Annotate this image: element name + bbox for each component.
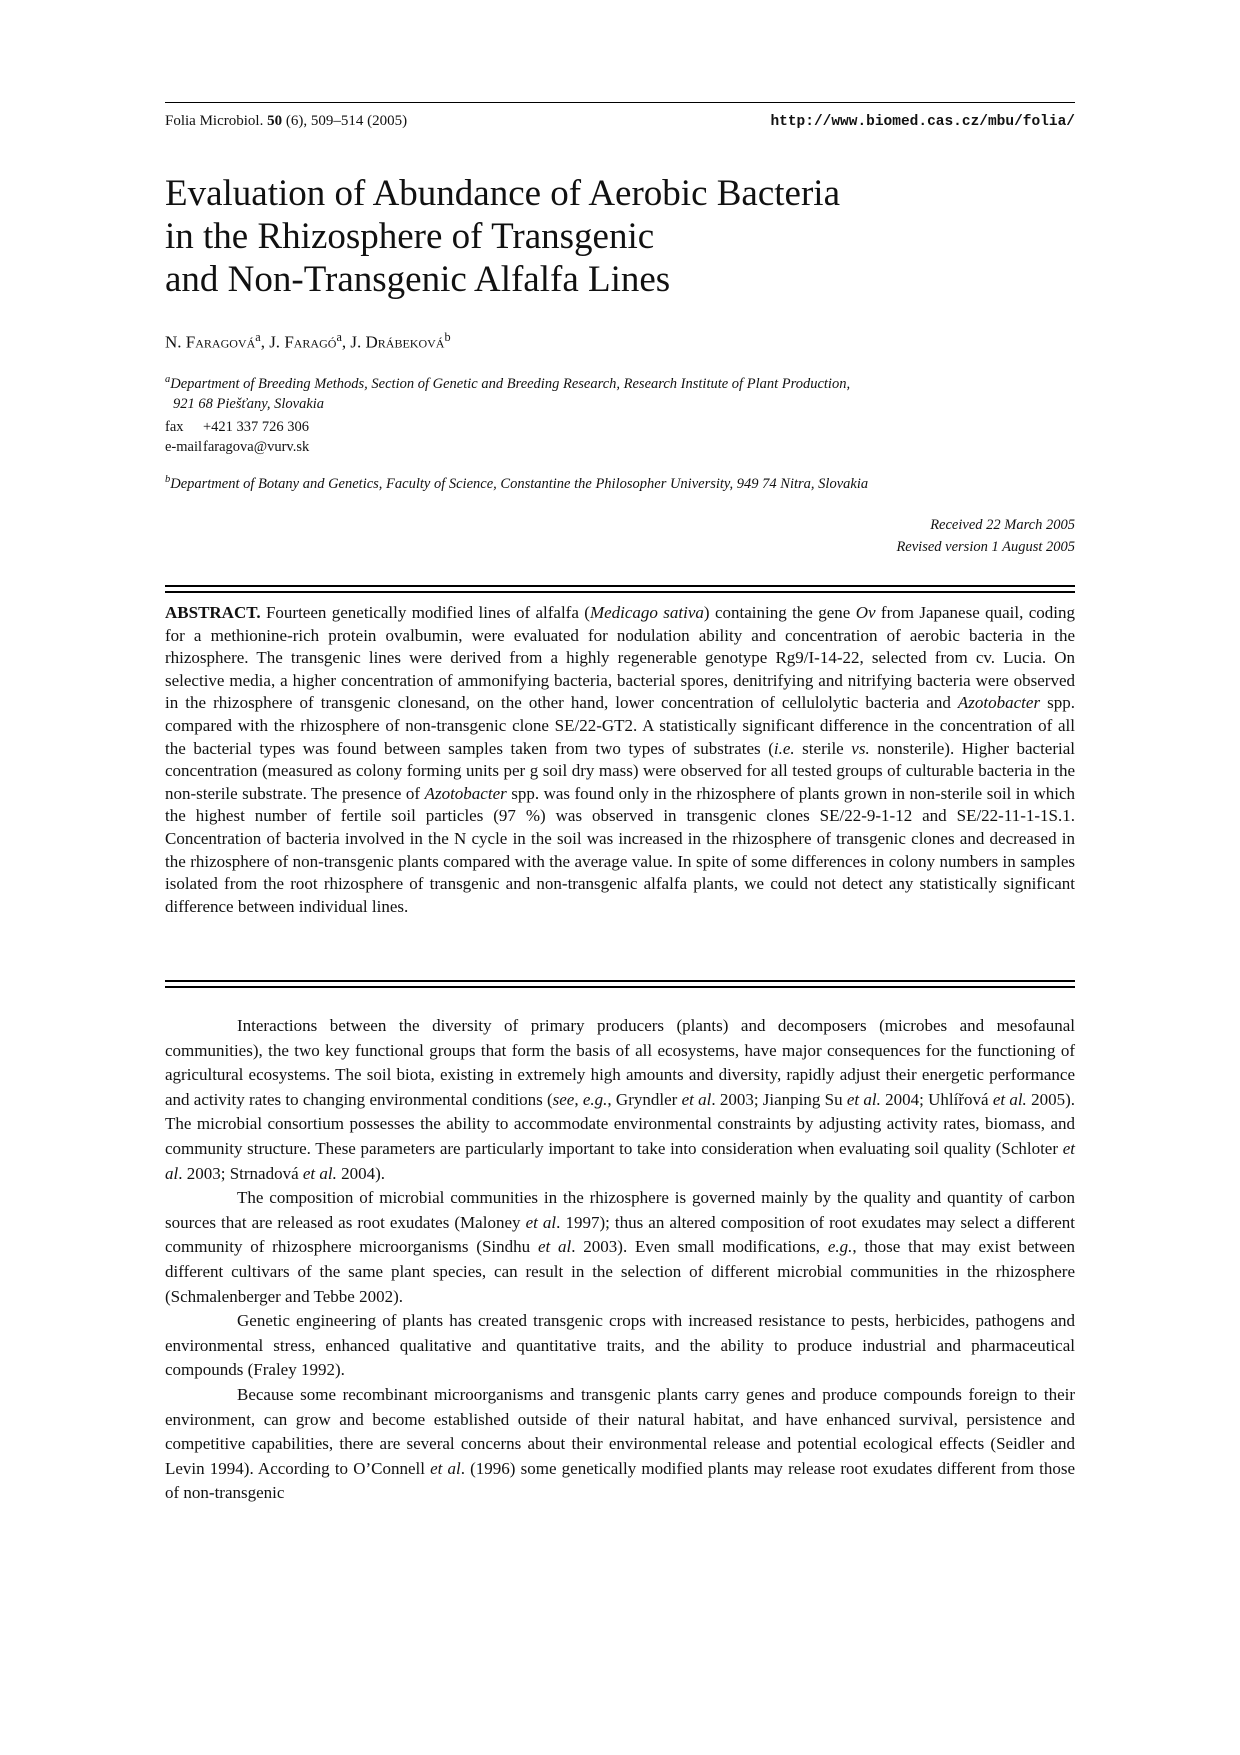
abstract-label: ABSTRACT. — [165, 603, 261, 622]
article-title — [165, 172, 1075, 301]
author-name: Drábeková — [365, 332, 445, 352]
journal-url[interactable]: http://www.biomed.cas.cz/mbu/folia/ — [770, 114, 1075, 130]
email-address[interactable]: faragova@vurv.sk — [203, 439, 310, 455]
author-name: Faragová — [185, 332, 256, 352]
abstract-top-rule — [165, 585, 1075, 593]
contact-info: fax +421 337 726 306 e-mailfaragova@vurv.sk — [165, 419, 310, 455]
abstract: ABSTRACT. Fourteen genetically modified lines of alfalfa (Medicago sativa) containing the gene Ov from Japanese quail, coding for a methionine-rich protein ovalbumin, were evaluated for nodulation ability and concentration of aerobic bacteria in the rhizosphere. The transgenic lines were derived from a highly regenerable genotype Rg9/I-14-22, selected from cv. Lucia. On selective media, a higher concentration of ammonifying bacteria, bacterial spores, denitrifying and nitrifying bacteria were observed in the rhizosphere of transgenic clonesand, on the other hand, lower concentration of cellulolytic bacteria and Azotobacter spp. compared with the rhizosphere of non-transgenic clone SE/22-GT2. A statistically significant difference in the concentration of all the bacterial types was found between samples taken from two types of substrates (i.e. sterile vs. nonsterile). Higher bacterial concentration (measured as colony forming units per g soil dry mass) were observed for all tested groups of culturable bacteria in the non-sterile substrate. The presence of Azotobacter spp. was found only in the rhizosphere of plants grown in non-sterile soil in which the highest number of fertile soil particles (97 %) was observed in transgenic clones SE/22-9-1-12 and SE/22-11-1-1S.1. Concentration of bacteria involved in the N cycle in the soil was increased in the rhizosphere of transgenic clones and decreased in the rhizosphere of non-transgenic plants compared with the average value. In spite of some differences in colony numbers in samples isolated from the root rhizosphere of transgenic and non-transgenic alfalfa plants, we could not detect any statistically significant difference between individual lines. — [165, 603, 1076, 916]
abstract-bottom-rule — [165, 980, 1075, 988]
body-paragraph: Genetic engineering of plants has created transgenic crops with increased resistance to pests, herbicides, pathogens and environmental stress, enhanced qualitative and quantitative traits, and the ability to produce industrial and pharmaceutical compounds (Fraley 1992). — [165, 1311, 1075, 1380]
body-text — [165, 1014, 1075, 1506]
journal-citation: Folia Microbiol. 50 (6), 509–514 (2005) — [165, 113, 408, 129]
title-line: and Non-Transgenic Alfalfa Lines — [165, 259, 671, 300]
running-header — [165, 102, 1075, 130]
volume-number: 50 — [267, 113, 283, 129]
body-paragraph: Because some recombinant microorganisms and transgenic plants carry genes and produce compounds foreign to their environment, can grow and become established outside of their natural habitat, and have enhanced survival, persistence and competitive capabilities, there are several concerns about their environmental release and potential ecological effects (Seidler and Levin 1994). According to O’Connell et al. (1996) some genetically modified plants may release root exudates different from those of non-transgenic — [165, 1384, 1075, 1503]
body-paragraph: Interactions between the diversity of primary producers (plants) and decomposers (microbes and mesofaunal communities), the two key functional groups that form the basis of all ecosystems, have major consequences for the functioning of agricultural ecosystems. The soil biota, existing in extremely high amounts and diversity, rapidly adjust their energetic performance and activity rates to changing environmental conditions (see, e.g., Gryndler et al. 2003; Jianping Su et al. 2004; Uhlířová et al. 2005). The microbial consortium possesses the ability to accommodate environmental constraints by adjusting activity rates, biomass, and community structure. These parameters are particularly important to take into consideration when evaluating soil quality (Schloter et al. 2003; Strnadová et al. 2004). — [165, 1016, 1075, 1183]
affiliation-b: $^b$Department of Botany and Genetics, Faculty of Science, Constantine the Philosopher University, 949 74 Nitra, Slovakia — [165, 474, 869, 492]
author-list: N. Faragová$^a$, J. Faragó$^a$, J. Drábeková$^b$ — [165, 330, 451, 352]
body-paragraph: The composition of microbial communities in the rhizosphere is governed mainly by the quality and quantity of carbon sources that are released as root exudates (Maloney et al. 1997); thus an altered composition of root exudates may select a different community of rhizosphere microorganisms (Sindhu et al. 2003). Even small modifications, e.g., those that may exist between different cultivars of the same plant species, can result in the selection of different microbial communities in the rhizosphere (Schmalenberger and Tebbe 2002). — [165, 1188, 1076, 1306]
author-name: Faragó — [284, 332, 337, 352]
title-line: in the Rhizosphere of Transgenic — [165, 216, 655, 257]
received-dates: Received 22 March 2005 Revised version 1 August 2005 — [896, 517, 1075, 555]
fax-number: +421 337 726 306 — [203, 419, 310, 435]
affiliation-a: $^a$Department of Breeding Methods, Section of Genetic and Breeding Research, Research Institute of Plant Production, 921 68 Piešťany, Slovakia — [165, 374, 851, 412]
title-line: Evaluation of Abundance of Aerobic Bacteria — [165, 173, 840, 214]
